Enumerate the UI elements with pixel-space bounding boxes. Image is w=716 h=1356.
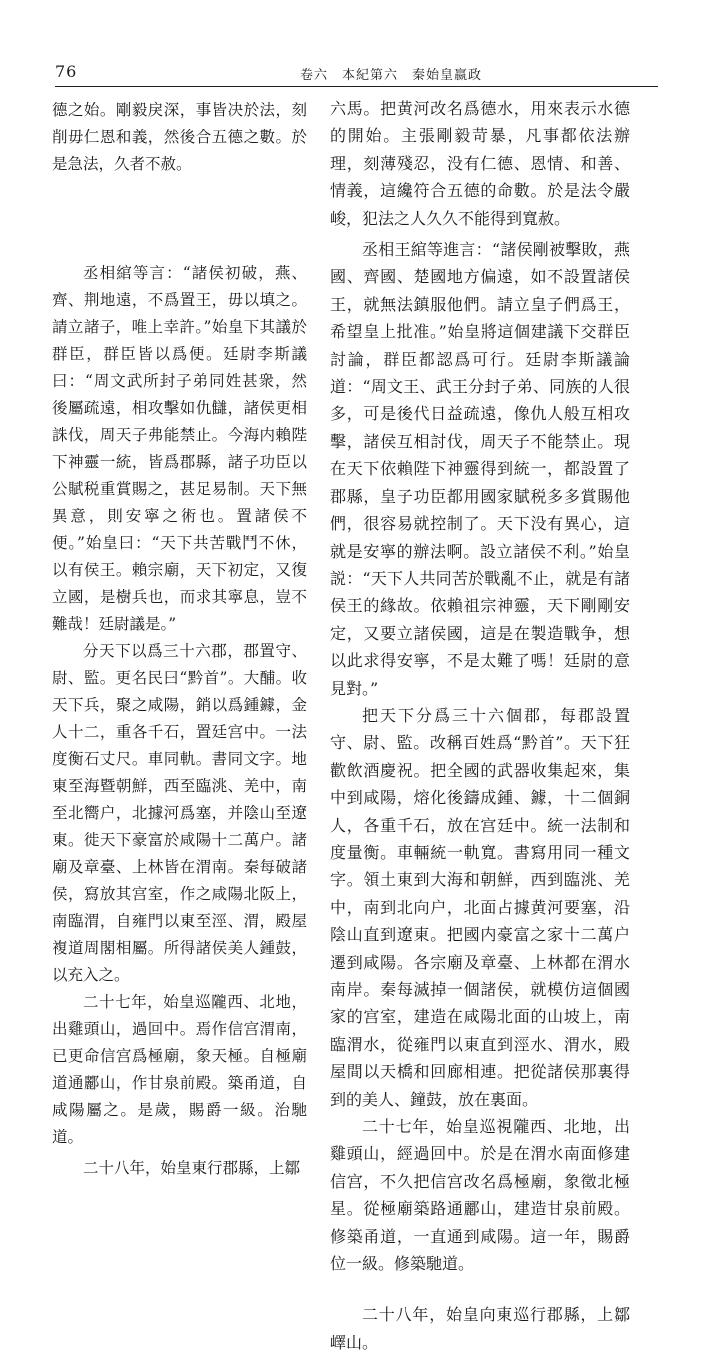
paragraph-gap: [52, 178, 307, 260]
translation-paragraph-5: 二十八年，始皇向東巡行郡縣，上鄒嶧山。: [330, 1305, 630, 1352]
page-header: [0, 0, 716, 100]
classical-paragraph-2: 丞相綰等言：“諸侯初破，燕、齊、荆地遠，不爲置王，毋以填之。請立諸子，唯上幸許。”始皇下其議於群臣，群臣皆以爲便。廷尉李斯議曰：“周文武所封子弟同姓甚衆，然後屬疏遠，相攻擊如仇讎，諸侯更相誅伐，周天子弗能禁止。今海内賴陛下神靈一統，皆爲郡縣，諸子功臣以公賦税重賞賜之，甚足易制。天下無異意，則安寧之術也。置諸侯不便。”始皇曰：“天下共苦戰鬥不休，以有侯王。賴宗廟，天下初定，又復立國，是樹兵也，而求其寧息，豈不難哉！廷尉議是。”: [52, 264, 307, 633]
classical-text-column: [52, 97, 307, 1182]
page-number: 76: [55, 62, 78, 81]
classical-paragraph-3: 分天下以爲三十六郡，郡置守、尉、監。更名民曰“黔首”。大酺。收天下兵，聚之咸陽，銷以爲鍾鐻，金人十二，重各千石，置廷宫中。一法度衡石丈尺。車同軌。書同文字。地東至海暨朝鮮，西至臨洮、羌中，南至北嚮户，北據河爲塞，并陰山至遼東。徙天下豪富於咸陽十二萬户。諸廟及章臺、上林皆在渭南。秦每破諸侯，寫放其宫室，作之咸陽北阪上，南臨渭，自雍門以東至涇、渭，殿屋複道周閣相屬。所得諸侯美人鍾鼓，以充入之。: [52, 642, 307, 984]
running-head: 卷六 本紀第六 秦始皇嬴政: [300, 68, 483, 83]
classical-paragraph-1: 德之始。剛毅戾深，事皆决於法，刻削毋仁恩和義，然後合五德之數。於是急法，久者不赦。: [52, 101, 307, 173]
translation-column: [330, 95, 630, 1356]
translation-paragraph-1: 六馬。把黄河改名爲德水，用來表示水德的開始。主張剛毅苛暴，凡事都依法辦理，刻薄殘忍，没有仁德、恩情、和善、情義，這纔符合五德的命數。於是法令嚴峻，犯法之人久久不能得到寬赦。: [330, 99, 630, 228]
classical-paragraph-4: 二十七年，始皇巡隴西、北地，出雞頭山，過回中。焉作信宫渭南，已更命信宫爲極廟，象天極。自極廟道通酈山，作甘泉前殿。築甬道，自咸陽屬之。是歲，賜爵一級。治馳道。: [52, 993, 307, 1146]
classical-paragraph-5: 二十八年，始皇東行郡縣，上鄒: [83, 1159, 301, 1177]
translation-paragraph-2: 丞相王綰等進言：“諸侯剛被擊敗，燕國、齊國、楚國地方偏遠，如不設置諸侯王，就無法鎮服他們。請立皇子們爲王，希望皇上批准。”始皇將這個建議下交群臣討論，群臣都認爲可行。廷尉李斯議論道：“周文王、武王分封子弟、同族的人很多，可是後代日益疏遠，像仇人般互相攻擊，諸侯互相討伐，周天子不能禁止。現在天下依賴陛下神靈得到統一，都設置了郡縣，皇子功臣都用國家賦税多多賞賜他們，很容易就控制了。天下没有異心，這就是安寧的辦法啊。設立諸侯不利。”始皇説：“天下人共同苦於戰亂不止，就是有諸侯王的緣故。依賴祖宗神靈，天下剛剛安定，又要立諸侯國，這是在製造戰争，想以此求得安寧，不是太難了嗎！廷尉的意見對。”: [330, 240, 630, 698]
header-rule: [55, 86, 658, 87]
translation-paragraph-4: 二十七年，始皇巡視隴西、北地，出雞頭山，經過回中。於是在渭水南面修建信宫，不久把信宫改名爲極廟，象徵北極星。從極廟築路通酈山，建造甘泉前殿。修築甬道，一直通到咸陽。這一年，賜爵位一級。修築馳道。: [330, 1117, 630, 1274]
translation-paragraph-3: 把天下分爲三十六個郡，每郡設置守、尉、監。改稱百姓爲“黔首”。天下狂歡飲酒慶祝。把全國的武器收集起來，集中到咸陽，熔化後鑄成鍾、鐻，十二個銅人，各重千石，放在宫廷中。統一法制和度量衡。車輛統一軌寬。書寫用同一種文字。領土東到大海和朝鮮，西到臨洮、羌中，南到北向户，北面占據黄河要塞，沿陰山直到遼東。把國内豪富之家十二萬户遷到咸陽。各宗廟及章臺、上林都在渭水南岸。秦每滅掉一個諸侯，就模仿這個國家的宫室，建造在咸陽北面的山坡上，南臨渭水，從雍門以東直到涇水、渭水，殿屋間以天橋和回廊相連。把從諸侯那裏得到的美人、鐘鼓，放在裏面。: [330, 705, 630, 1109]
